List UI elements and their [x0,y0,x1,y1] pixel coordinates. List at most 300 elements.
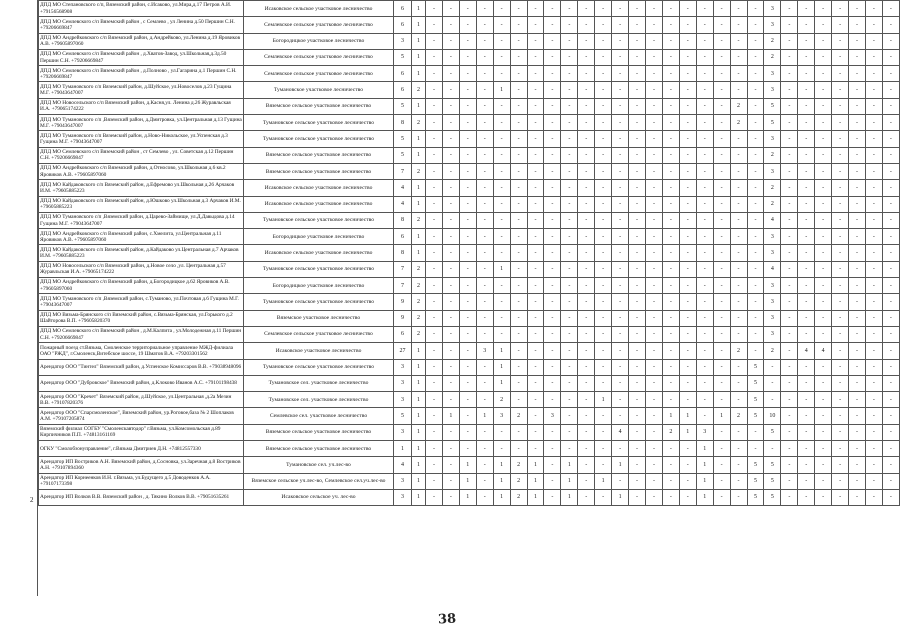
equipment-count-cell: - [679,212,696,228]
equipment-count-cell: - [561,163,578,179]
equipment-count-cell: - [662,147,679,163]
equipment-count-cell: - [882,310,899,326]
equipment-count-cell: - [629,392,646,408]
personnel-count-cell: 6 [394,17,412,33]
equipment-count-cell: - [798,115,815,131]
equipment-count-cell: - [493,180,510,196]
table-row [39,163,900,179]
equipment-count-cell: - [865,33,882,49]
equipment-count-cell: - [815,278,832,294]
equipment-count-cell: - [578,33,595,49]
vehicle-count-cell: 2 [412,310,426,326]
equipment-count-cell: - [662,180,679,196]
unit-address-cell: ДПД МО Новосельского с/п Вяземский район, д.Новое село ,ул. Центральная д.57 Журавльская И.А. +79065174222 [39,261,244,277]
equipment-count-cell: - [476,196,493,212]
equipment-count-cell: - [476,473,493,489]
equipment-count-cell: - [696,1,713,17]
equipment-count-cell: - [662,163,679,179]
equipment-count-cell: - [595,375,612,391]
equipment-count-cell: - [882,457,899,473]
equipment-count-cell: - [730,131,747,147]
equipment-count-cell: - [442,66,459,82]
equipment-count-cell: 1 [679,408,696,424]
equipment-count-cell: 2 [764,180,781,196]
equipment-count-cell: - [865,1,882,17]
equipment-count-cell: 4 [798,343,815,359]
equipment-count-cell: - [781,392,798,408]
unit-address-cell: ДПД МО Кайдаковского с/п Вяземский район, д.Кайдаково ул.Центральная д.7 Арчаков И.М. +79605885223 [39,245,244,261]
equipment-count-cell: - [645,98,662,114]
equipment-count-cell: 2 [764,196,781,212]
forestry-cell: Богородицкое участковое лесничество [244,229,394,245]
equipment-count-cell: - [426,229,443,245]
equipment-count-cell: - [832,457,849,473]
equipment-count-cell: - [679,49,696,65]
equipment-count-cell: - [865,441,882,457]
equipment-count-cell: 2 [730,343,747,359]
equipment-count-cell: - [561,408,578,424]
equipment-count-cell: - [544,245,561,261]
equipment-count-cell: - [798,489,815,505]
equipment-count-cell: - [629,131,646,147]
equipment-count-cell: - [442,375,459,391]
equipment-count-cell: - [595,489,612,505]
vehicle-count-cell: 1 [412,33,426,49]
equipment-count-cell: - [544,294,561,310]
equipment-count-cell: - [476,392,493,408]
equipment-count-cell: - [561,261,578,277]
equipment-count-cell: - [459,163,476,179]
personnel-count-cell: 5 [394,98,412,114]
equipment-count-cell: - [510,326,527,342]
equipment-count-cell: - [679,98,696,114]
equipment-count-cell: 1 [493,473,510,489]
equipment-count-cell: - [764,441,781,457]
equipment-count-cell: - [527,98,544,114]
equipment-count-cell: - [629,163,646,179]
equipment-count-cell: - [578,408,595,424]
equipment-count-cell: - [713,66,730,82]
equipment-count-cell: - [662,49,679,65]
equipment-count-cell: - [629,115,646,131]
equipment-count-cell: 1 [527,489,544,505]
equipment-count-cell: - [832,229,849,245]
vehicle-count-cell: 1 [412,17,426,33]
equipment-count-cell: - [442,457,459,473]
equipment-count-cell: - [730,17,747,33]
vehicle-count-cell: 1 [412,49,426,65]
unit-address-cell: ДПД МО Семлевского с/п Вяземский район , д.М.Калпита , ул.Молодежная д.11 Першин С.Н. +79206669847 [39,326,244,342]
equipment-count-cell: - [493,66,510,82]
forestry-cell: Исаковское сельское участковое лесничество [244,196,394,212]
equipment-count-cell: - [561,310,578,326]
equipment-count-cell: - [645,294,662,310]
equipment-count-cell: - [815,163,832,179]
unit-address-cell: ДПД МО Вязьма-Брянского с/п Вяземский район, с.Вязьма-Брянская, ул.Горького д.2 Шайторова В.П. +79605820370 [39,310,244,326]
equipment-count-cell: - [815,457,832,473]
equipment-count-cell: - [781,82,798,98]
equipment-count-cell: - [696,245,713,261]
equipment-count-cell: - [426,98,443,114]
equipment-count-cell: - [442,17,459,33]
equipment-count-cell: - [442,180,459,196]
equipment-count-cell: - [662,326,679,342]
equipment-count-cell: - [510,375,527,391]
equipment-count-cell: - [629,375,646,391]
equipment-count-cell: - [426,392,443,408]
equipment-count-cell: - [798,375,815,391]
equipment-count-cell: - [442,359,459,375]
equipment-count-cell: - [764,392,781,408]
equipment-count-cell: - [832,49,849,65]
equipment-count-cell: - [645,310,662,326]
table-row [39,82,900,98]
equipment-count-cell: - [849,326,866,342]
equipment-count-cell: - [510,33,527,49]
equipment-count-cell: 1 [476,408,493,424]
equipment-count-cell: - [662,359,679,375]
equipment-count-cell: - [544,310,561,326]
equipment-count-cell: - [696,310,713,326]
equipment-count-cell: - [645,473,662,489]
equipment-count-cell: - [781,441,798,457]
equipment-count-cell: - [882,343,899,359]
equipment-count-cell: 1 [493,343,510,359]
equipment-count-cell: - [781,17,798,33]
equipment-count-cell: - [781,326,798,342]
equipment-count-cell: - [679,375,696,391]
equipment-count-cell: - [882,245,899,261]
vehicle-count-cell: 1 [412,245,426,261]
equipment-count-cell: - [849,278,866,294]
vehicle-count-cell: 1 [412,98,426,114]
equipment-count-cell: - [849,196,866,212]
equipment-count-cell: - [781,473,798,489]
forestry-cell: Вяземское сельское участковое лесничество [244,147,394,163]
equipment-count-cell: - [747,180,764,196]
equipment-count-cell: - [442,424,459,440]
equipment-count-cell: - [798,1,815,17]
equipment-count-cell: - [832,473,849,489]
equipment-count-cell: - [730,359,747,375]
equipment-count-cell: - [662,66,679,82]
equipment-count-cell: - [662,131,679,147]
equipment-count-cell: - [544,212,561,228]
forestry-cell: Тумановское сельское участковое лесничество [244,115,394,131]
equipment-count-cell: - [713,294,730,310]
equipment-count-cell: - [561,229,578,245]
table-row [39,441,900,457]
equipment-count-cell: - [662,473,679,489]
equipment-count-cell: - [459,17,476,33]
equipment-count-cell: - [527,17,544,33]
equipment-count-cell: 2 [764,147,781,163]
equipment-count-cell: - [730,1,747,17]
forestry-cell: Тумановское сельское участковое лесничество [244,261,394,277]
equipment-count-cell: - [696,66,713,82]
equipment-count-cell: - [527,278,544,294]
equipment-count-cell: - [527,147,544,163]
equipment-count-cell: - [815,392,832,408]
equipment-count-cell: - [798,424,815,440]
unit-address-cell: ДПД МО Новосельского с/п Вяземский район, д.Касня,ул. Ленина д.26 Журавльская И.А. +79065174222 [39,98,244,114]
equipment-count-cell: - [865,408,882,424]
equipment-count-cell: - [476,180,493,196]
unit-address-cell: ДПД МО Тумановского с/п ,Вяземский район, д.Царево-Займище, ул.Д.Давыдова д.14 Гущина М.Г. +79043647007 [39,212,244,228]
equipment-count-cell: - [527,343,544,359]
equipment-count-cell: - [544,17,561,33]
equipment-count-cell: - [426,147,443,163]
equipment-count-cell: - [713,375,730,391]
table-row [39,343,900,359]
equipment-count-cell: 5 [747,473,764,489]
personnel-count-cell: 6 [394,66,412,82]
equipment-count-cell: - [561,180,578,196]
equipment-count-cell: - [815,17,832,33]
equipment-count-cell: 1 [561,457,578,473]
equipment-count-cell: - [679,115,696,131]
equipment-count-cell: - [476,359,493,375]
equipment-count-cell: - [459,343,476,359]
equipment-count-cell: - [747,424,764,440]
equipment-count-cell: - [442,473,459,489]
equipment-count-cell: - [781,196,798,212]
equipment-count-cell: - [612,66,629,82]
equipment-count-cell: - [561,326,578,342]
equipment-count-cell: - [730,196,747,212]
equipment-count-cell: - [629,66,646,82]
equipment-count-cell: - [747,115,764,131]
equipment-count-cell: - [612,147,629,163]
equipment-count-cell: - [747,196,764,212]
equipment-count-cell: - [679,1,696,17]
equipment-count-cell: - [747,326,764,342]
vehicle-count-cell: 1 [412,473,426,489]
vehicle-count-cell: 1 [412,343,426,359]
equipment-count-cell: - [527,196,544,212]
table-row [39,147,900,163]
equipment-count-cell: - [645,375,662,391]
forestry-cell: Семлевское сельское участковое лесничество [244,17,394,33]
equipment-count-cell: - [865,392,882,408]
equipment-count-cell: 10 [764,408,781,424]
unit-address-cell: Арендатор ИП Корнеенков И.Н. г.Вязьма, ул.Будущего д.5 Доводенков А.А. +79107173398 [39,473,244,489]
equipment-count-cell: - [510,1,527,17]
equipment-count-cell: - [645,245,662,261]
equipment-count-cell: - [459,261,476,277]
equipment-count-cell: - [730,441,747,457]
vehicle-count-cell: 2 [412,326,426,342]
equipment-count-cell: - [544,375,561,391]
equipment-count-cell: - [612,98,629,114]
equipment-count-cell: - [612,180,629,196]
equipment-count-cell: - [849,163,866,179]
equipment-count-cell: - [747,49,764,65]
equipment-count-cell: - [713,115,730,131]
personnel-count-cell: 6 [394,1,412,17]
equipment-count-cell: - [849,424,866,440]
equipment-count-cell: - [459,1,476,17]
equipment-count-cell: - [493,98,510,114]
equipment-count-cell: - [832,359,849,375]
equipment-count-cell: - [679,180,696,196]
equipment-count-cell: 3 [764,294,781,310]
equipment-count-cell: - [595,212,612,228]
equipment-count-cell: - [662,17,679,33]
personnel-count-cell: 7 [394,163,412,179]
equipment-count-cell: - [645,131,662,147]
equipment-count-cell: - [629,17,646,33]
equipment-count-cell: - [882,115,899,131]
equipment-count-cell: - [510,294,527,310]
equipment-count-cell: - [849,473,866,489]
personnel-count-cell: 3 [394,375,412,391]
equipment-count-cell: - [798,261,815,277]
forestry-cell: Тумановское участковое лесничество [244,82,394,98]
equipment-count-cell: - [781,294,798,310]
unit-address-cell: ДПД МО Андрейковского с/п Вяземский район, д.Относово, ул.Школьная д.6 кв.2 Яровиков А.В. +79605897060 [39,163,244,179]
equipment-count-cell: - [730,180,747,196]
vehicle-count-cell: 2 [412,278,426,294]
equipment-count-cell: - [781,212,798,228]
equipment-count-cell: - [459,375,476,391]
equipment-count-cell: - [679,245,696,261]
equipment-count-cell: - [730,33,747,49]
equipment-count-cell: - [730,294,747,310]
equipment-count-cell: 1 [612,489,629,505]
equipment-count-cell: - [882,375,899,391]
vehicle-count-cell: 1 [412,359,426,375]
equipment-count-cell: - [442,294,459,310]
equipment-count-cell: - [747,261,764,277]
equipment-count-cell: - [713,343,730,359]
equipment-count-cell: - [815,98,832,114]
equipment-count-cell: - [426,163,443,179]
equipment-count-cell: - [849,375,866,391]
equipment-count-cell: - [865,49,882,65]
equipment-count-cell: 3 [764,82,781,98]
equipment-count-cell: - [645,408,662,424]
equipment-count-cell: - [629,49,646,65]
equipment-count-cell: - [459,212,476,228]
equipment-count-cell: - [696,278,713,294]
equipment-count-cell: - [865,343,882,359]
equipment-count-cell: - [713,359,730,375]
equipment-count-cell: - [713,49,730,65]
equipment-count-cell: - [696,17,713,33]
personnel-count-cell: 7 [394,261,412,277]
equipment-count-cell: 1 [612,457,629,473]
equipment-count-cell: 1 [595,392,612,408]
equipment-count-cell: - [747,98,764,114]
equipment-count-cell: - [561,212,578,228]
equipment-count-cell: - [561,49,578,65]
equipment-count-cell: - [595,261,612,277]
table-row [39,1,900,17]
equipment-count-cell: - [442,489,459,505]
equipment-count-cell: - [865,457,882,473]
equipment-count-cell: - [679,147,696,163]
equipment-count-cell: - [713,131,730,147]
equipment-count-cell: - [781,66,798,82]
equipment-count-cell: - [815,489,832,505]
equipment-count-cell: - [510,115,527,131]
equipment-count-cell: - [476,49,493,65]
equipment-count-cell: 5 [764,424,781,440]
equipment-count-cell: - [629,1,646,17]
equipment-count-cell: - [561,375,578,391]
equipment-count-cell: 3 [764,163,781,179]
equipment-count-cell: - [865,180,882,196]
equipment-count-cell: 2 [662,424,679,440]
equipment-count-cell: - [493,33,510,49]
forestry-cell: Исаковское сельское участковое лесничество [244,245,394,261]
equipment-count-cell: - [612,212,629,228]
equipment-count-cell: - [612,473,629,489]
equipment-count-cell: - [578,212,595,228]
equipment-count-cell: - [595,359,612,375]
equipment-count-cell: - [561,294,578,310]
equipment-count-cell: - [578,375,595,391]
equipment-count-cell: - [832,33,849,49]
equipment-count-cell: - [662,98,679,114]
equipment-count-cell: - [865,66,882,82]
vehicle-count-cell: 1 [412,131,426,147]
equipment-count-cell: - [645,49,662,65]
equipment-count-cell: - [426,424,443,440]
equipment-count-cell: - [544,147,561,163]
equipment-count-cell: - [815,212,832,228]
equipment-count-cell: - [510,392,527,408]
equipment-count-cell: - [815,245,832,261]
equipment-count-cell: - [442,212,459,228]
equipment-count-cell: - [561,115,578,131]
unit-address-cell: Арендатор ООО "Спарсмоленское", Вяземский район, ур.Роговое,база № 2 Шоплаков А.М. +79107205874 [39,408,244,424]
equipment-count-cell: - [459,326,476,342]
equipment-count-cell: - [882,278,899,294]
equipment-count-cell: - [798,441,815,457]
equipment-count-cell: - [595,17,612,33]
equipment-count-cell: - [882,359,899,375]
equipment-count-cell: - [849,33,866,49]
personnel-count-cell: 3 [394,424,412,440]
equipment-count-cell: - [595,457,612,473]
equipment-count-cell: - [493,163,510,179]
equipment-count-cell: - [629,278,646,294]
equipment-count-cell: - [493,278,510,294]
unit-address-cell: ДПД МО Семлевского с/п Вяземский район , д.Хватов-Завод, ул.Школьная,д.3д.50 Першин С.Н. +79206669847 [39,49,244,65]
equipment-count-cell: - [612,343,629,359]
equipment-count-cell: - [798,310,815,326]
equipment-count-cell: - [849,310,866,326]
forestry-cell: Тумановское сельское участковое лесничество [244,212,394,228]
forestry-cell: Тумановское сел. участковое лесничество [244,375,394,391]
equipment-count-cell: - [832,196,849,212]
personnel-count-cell: 3 [394,489,412,505]
equipment-count-cell: - [612,294,629,310]
equipment-count-cell: - [527,392,544,408]
equipment-count-cell: - [510,163,527,179]
equipment-count-cell: - [510,196,527,212]
equipment-count-cell: - [493,212,510,228]
equipment-count-cell: 1 [493,457,510,473]
equipment-count-cell: - [662,245,679,261]
equipment-count-cell: - [645,212,662,228]
equipment-count-cell: - [527,245,544,261]
equipment-count-cell: - [882,441,899,457]
equipment-count-cell: - [713,278,730,294]
equipment-count-cell: - [696,375,713,391]
